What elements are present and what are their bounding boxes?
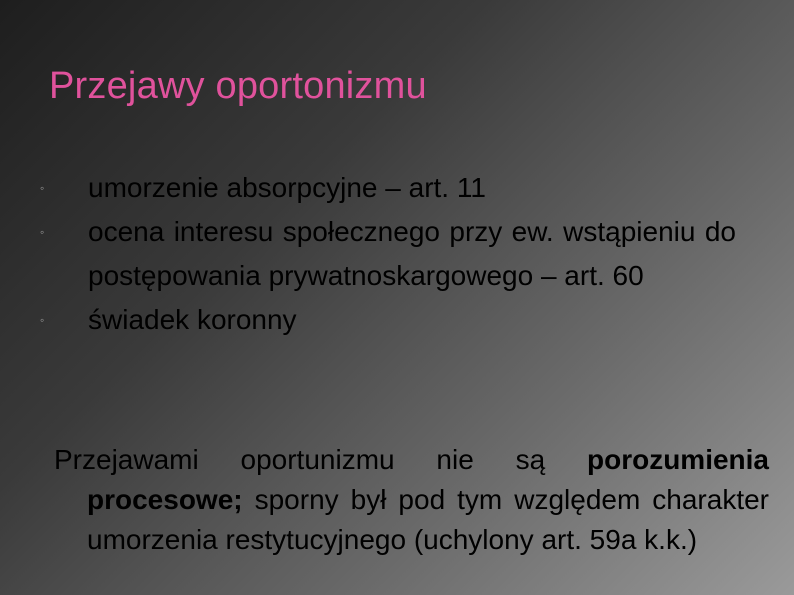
bullet-list (40, 166, 736, 342)
bullet-text: ocena interesu społecznego przy ew. wstąpieniu do postępowania prywatnoskargowego – art. 60 (88, 216, 736, 291)
bullet-item (40, 210, 736, 298)
bullet-icon: ◦ (40, 313, 45, 327)
paragraph-bold: porozumienia procesowe; (87, 444, 769, 515)
bullet-icon: ◦ (40, 225, 45, 239)
bullet-text: świadek koronny (88, 304, 297, 335)
bullet-icon: ◦ (40, 181, 45, 195)
paragraph-intro: Przejawami oportunizmu nie są (54, 444, 587, 475)
slide-title: Przejawy oportonizmu (49, 65, 427, 107)
bullet-item (40, 298, 736, 342)
bullet-text: umorzenie absorpcyjne – art. 11 (88, 172, 486, 203)
paragraph-rest: sporny był pod tym względem charakter umorzenia restytucyjnego (uchylony art. 59a k.k.) (87, 484, 769, 555)
body-paragraph (54, 440, 769, 560)
bullet-item (40, 166, 736, 210)
